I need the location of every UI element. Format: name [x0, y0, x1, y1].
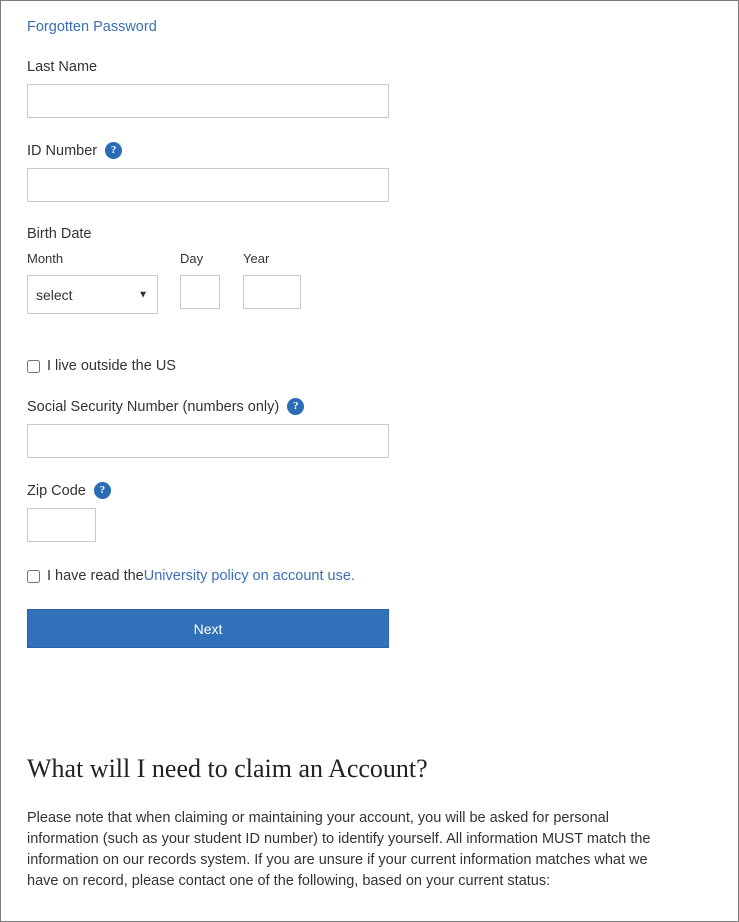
birth-month-select[interactable] [27, 275, 158, 314]
ssn-input[interactable] [27, 424, 389, 458]
birth-date-label [27, 226, 712, 242]
birth-date-row [27, 251, 712, 314]
policy-agreement-checkbox[interactable] [27, 570, 40, 583]
id-number-label-text: ID Number [27, 142, 98, 159]
form-region [1, 1, 738, 892]
birth-date-label-text: Birth Date [27, 226, 92, 242]
policy-agreement-prefix: I have read the [47, 568, 144, 584]
birth-day-label: Day [180, 251, 204, 266]
ssn-label-text: Social Security Number (numbers only) [27, 398, 280, 415]
birth-month-label: Month [27, 251, 64, 266]
birth-month-select-wrap [27, 275, 158, 314]
policy-link[interactable]: University policy on account use. [143, 568, 355, 584]
last-name-label-text: Last Name [27, 59, 98, 75]
policy-agreement-row[interactable] [27, 568, 712, 584]
help-icon[interactable]: ? [105, 142, 122, 159]
zip-code-label [27, 482, 712, 499]
info-paragraph: Please note that when claiming or maintaining your account, you will be asked for personal information (such as your student ID number) to identify yourself. All information MUST match the information on our records system. If you are unsure if your current information matches what we have on record, please contact one of the following, based on your current status: [27, 810, 651, 889]
birth-year-group [243, 251, 301, 309]
chevron-down-icon: ▼ [138, 289, 148, 300]
birth-day-group [180, 251, 232, 309]
outside-us-label: I live outside the US [47, 358, 176, 374]
ssn-label [27, 398, 712, 415]
birth-year-label: Year [243, 251, 270, 266]
id-number-input[interactable] [27, 168, 389, 202]
next-button[interactable]: Next [27, 609, 389, 648]
zip-code-input[interactable] [27, 508, 96, 542]
last-name-input[interactable] [27, 84, 389, 118]
outside-us-checkbox[interactable] [27, 360, 40, 373]
last-name-label [27, 59, 712, 75]
birth-year-input[interactable] [243, 275, 301, 309]
help-icon[interactable]: ? [94, 482, 111, 499]
id-number-label [27, 142, 712, 159]
zip-code-label-text: Zip Code [27, 482, 86, 499]
outside-us-row[interactable] [27, 358, 712, 374]
forgotten-password-link[interactable]: Forgotten Password [27, 19, 157, 35]
birth-month-group [27, 251, 158, 314]
birth-day-input[interactable] [180, 275, 220, 309]
info-heading: What will I need to claim an Account? [27, 754, 428, 783]
help-icon[interactable]: ? [287, 398, 304, 415]
